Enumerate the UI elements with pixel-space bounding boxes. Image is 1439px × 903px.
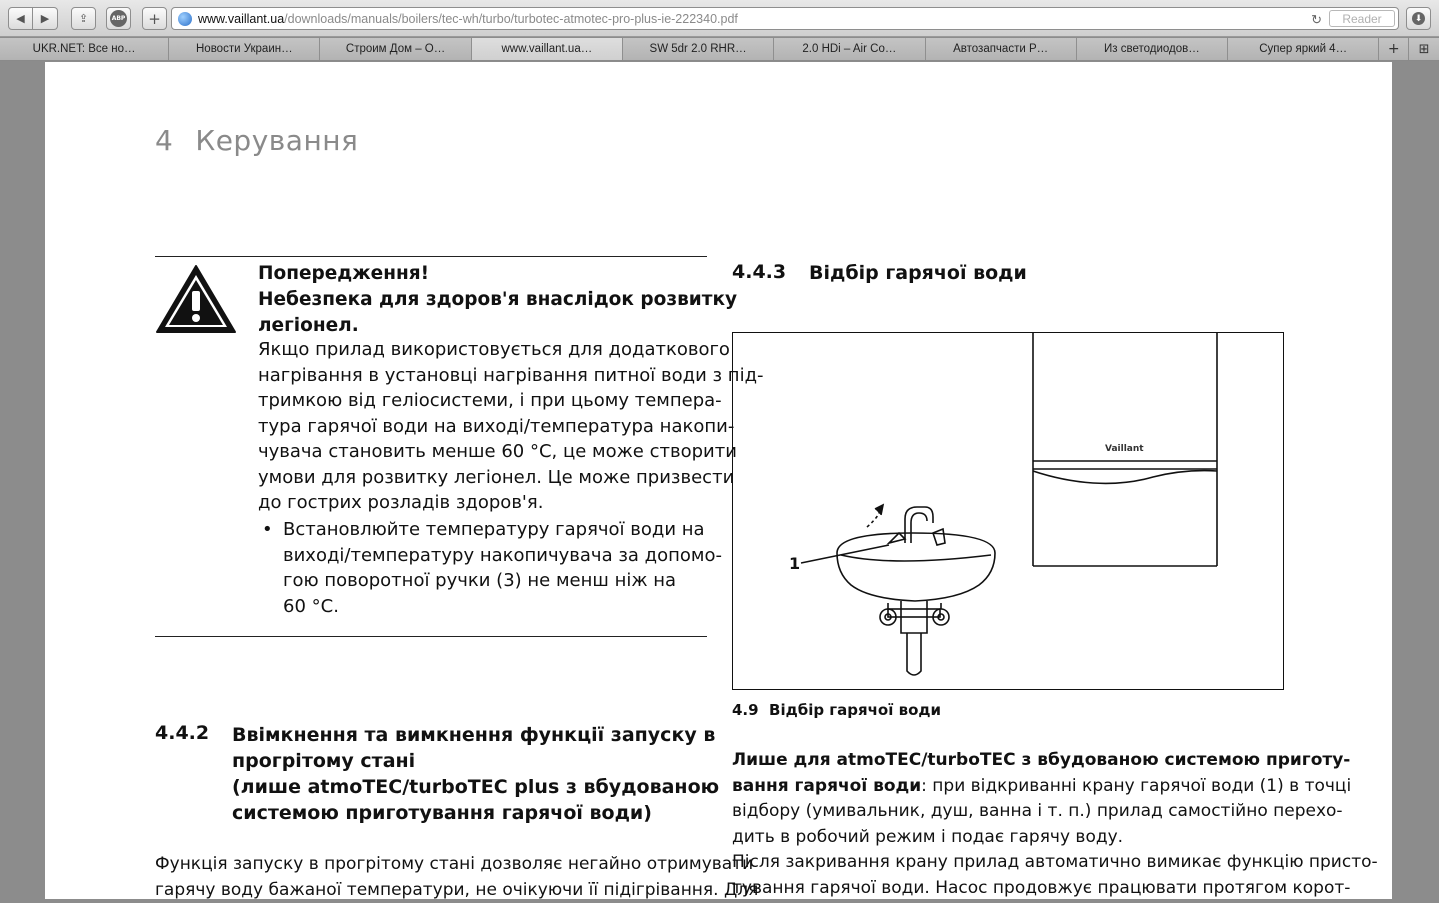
share-button[interactable] xyxy=(71,7,96,30)
section-title-line: Ввімкнення та вимкнення функції запуску в xyxy=(232,722,719,748)
figure-caption xyxy=(732,701,941,719)
browser-toolbar xyxy=(0,0,1439,37)
warning-title-line: легіонел. xyxy=(258,313,718,339)
tab-label: Супер яркий 4… xyxy=(1259,43,1347,55)
globe-icon xyxy=(178,12,192,26)
tab-bar xyxy=(0,38,1439,61)
pdf-page xyxy=(45,62,1392,899)
tab-label: Строим Дом – О… xyxy=(346,43,445,55)
tab-autoparts[interactable] xyxy=(926,38,1077,60)
tab-label: www.vaillant.ua… xyxy=(501,43,592,55)
hot-water-illustration xyxy=(733,333,1285,691)
warning-body-line: Якщо прилад використовується для додаткового xyxy=(258,337,718,363)
forward-button[interactable] xyxy=(33,7,58,30)
warning-body-line: тримкою від геліосистеми, і при цьому темпера- xyxy=(258,388,718,414)
tab-label: UKR.NET: Все но… xyxy=(33,43,136,55)
back-button[interactable] xyxy=(8,7,33,30)
warning-bullet-line: виході/температуру накопичувача за допомо- xyxy=(283,543,722,569)
warning-triangle-icon xyxy=(155,264,237,334)
warning-title-line: Небезпека для здоров'я внаслідок розвитку xyxy=(258,287,718,313)
section-443-title: Відбір гарячої води xyxy=(809,260,1027,286)
page-scrollbar[interactable] xyxy=(1424,62,1439,899)
tab-label: Автозапчасти Р… xyxy=(953,43,1048,55)
section-443-body xyxy=(732,748,1378,901)
section-442-title xyxy=(232,722,719,826)
new-tab-button[interactable] xyxy=(1379,38,1409,60)
body-line: дить в робочий режим і подає гарячу воду. xyxy=(732,825,1378,851)
warning-bullet-line: Встановлюйте температуру гарячої води на xyxy=(283,517,722,543)
figure-hot-water xyxy=(732,332,1284,690)
tab-ukrnet[interactable] xyxy=(0,38,169,60)
warning-body-line: тура гарячої води на виході/температура накопи- xyxy=(258,414,718,440)
warning-body-line: умови для розвитку легіонел. Це може призвести xyxy=(258,465,718,491)
warning-title xyxy=(258,261,718,339)
url-host: www.vaillant.ua xyxy=(198,12,284,26)
warning-body-line: до гострих розладів здоров'я. xyxy=(258,490,718,516)
figure-callout-number: 1 xyxy=(789,554,800,573)
body-line: Після закривання крану прилад автоматично вимикає функцію присто- xyxy=(732,850,1378,876)
adblock-button[interactable] xyxy=(106,7,131,30)
download-icon: ⬇ xyxy=(1412,12,1425,25)
chapter-number: 4 xyxy=(155,124,173,157)
tab-build-house[interactable] xyxy=(320,38,471,60)
tab-led[interactable] xyxy=(1077,38,1228,60)
section-442-body xyxy=(155,852,758,903)
reader-button[interactable]: Reader xyxy=(1329,10,1395,27)
grid-icon: ⊞ xyxy=(1419,42,1430,57)
tab-label: Новости Украин… xyxy=(196,43,293,55)
tab-label: 2.0 HDi – Air Co… xyxy=(802,43,896,55)
reload-icon[interactable]: ↻ xyxy=(1311,12,1322,28)
para-bold-line: вання гарячої води xyxy=(732,776,921,796)
tab-overview-button[interactable] xyxy=(1409,38,1439,60)
sink-drawing xyxy=(801,505,995,675)
figure-caption-number: 4.9 xyxy=(732,701,759,719)
body-line: гарячу воду бажаної температури, не очікуючи її підігрівання. Для xyxy=(155,878,758,903)
warning-title-line: Попередження! xyxy=(258,261,718,287)
tab-hdi[interactable] xyxy=(774,38,925,60)
body-line: відбору (умивальник, душ, ванна і т. п.) прилад самостійно перехо- xyxy=(732,799,1378,825)
add-bookmark-button[interactable] xyxy=(142,7,167,30)
nav-buttons xyxy=(8,7,58,30)
bullet-icon: • xyxy=(262,517,273,543)
address-bar[interactable] xyxy=(171,7,1399,30)
section-title-line: прогрітому стані xyxy=(232,748,719,774)
tab-label: Из светодиодов… xyxy=(1104,43,1200,55)
section-title-line: (лише atmoTEC/turboTEC plus з вбудованою xyxy=(232,774,719,800)
chapter-heading xyxy=(155,124,358,157)
tab-super-bright[interactable] xyxy=(1228,38,1379,60)
section-443-number: 4.4.3 xyxy=(732,261,786,283)
url-path: /downloads/manuals/boilers/tec-wh/turbo/turbotec-atmotec-pro-plus-ie-222340.pdf xyxy=(284,12,738,26)
warning-bullet-line: гою поворотної ручки (3) не менш ніж на xyxy=(283,568,722,594)
back-icon: ◀ xyxy=(16,12,24,25)
section-title-line: системою приготування гарячої води) xyxy=(232,800,719,826)
body-line: Функція запуску в прогрітому стані дозволяє негайно отримувати xyxy=(155,852,758,878)
plus-icon: + xyxy=(1388,41,1400,57)
warning-bullet-line: 60 °C. xyxy=(283,594,722,620)
share-icon: ⇪ xyxy=(79,12,88,25)
boiler-brand-label: Vaillant xyxy=(1105,444,1144,454)
chapter-title: Керування xyxy=(195,124,358,157)
plus-icon: + xyxy=(148,10,161,28)
figure-caption-text: Відбір гарячої води xyxy=(769,701,941,719)
warning-body-line: чувача становить менше 60 °C, це може створити xyxy=(258,439,718,465)
tab-sw-5dr[interactable] xyxy=(623,38,774,60)
downloads-button[interactable] xyxy=(1406,7,1431,30)
tab-news[interactable] xyxy=(169,38,320,60)
warning-body xyxy=(258,337,718,516)
warning-bottom-rule xyxy=(155,636,707,637)
warning-body-line: нагрівання в установці нагрівання питної води з під- xyxy=(258,363,718,389)
section-442-number: 4.4.2 xyxy=(155,722,209,744)
body-line: тування гарячої води. Насос продовжує працювати протягом корот- xyxy=(732,876,1378,902)
para-bold-line: Лише для atmoTEC/turboTEC з вбудованою системою приготу- xyxy=(732,750,1350,770)
adblock-icon: ABP xyxy=(110,10,127,27)
tab-label: SW 5dr 2.0 RHR… xyxy=(650,43,747,55)
warning-top-rule xyxy=(155,256,707,257)
forward-icon: ▶ xyxy=(41,12,49,25)
tab-vaillant[interactable] xyxy=(472,38,623,60)
body-line: : при відкриванні крану гарячої води (1) в точці xyxy=(921,776,1351,796)
